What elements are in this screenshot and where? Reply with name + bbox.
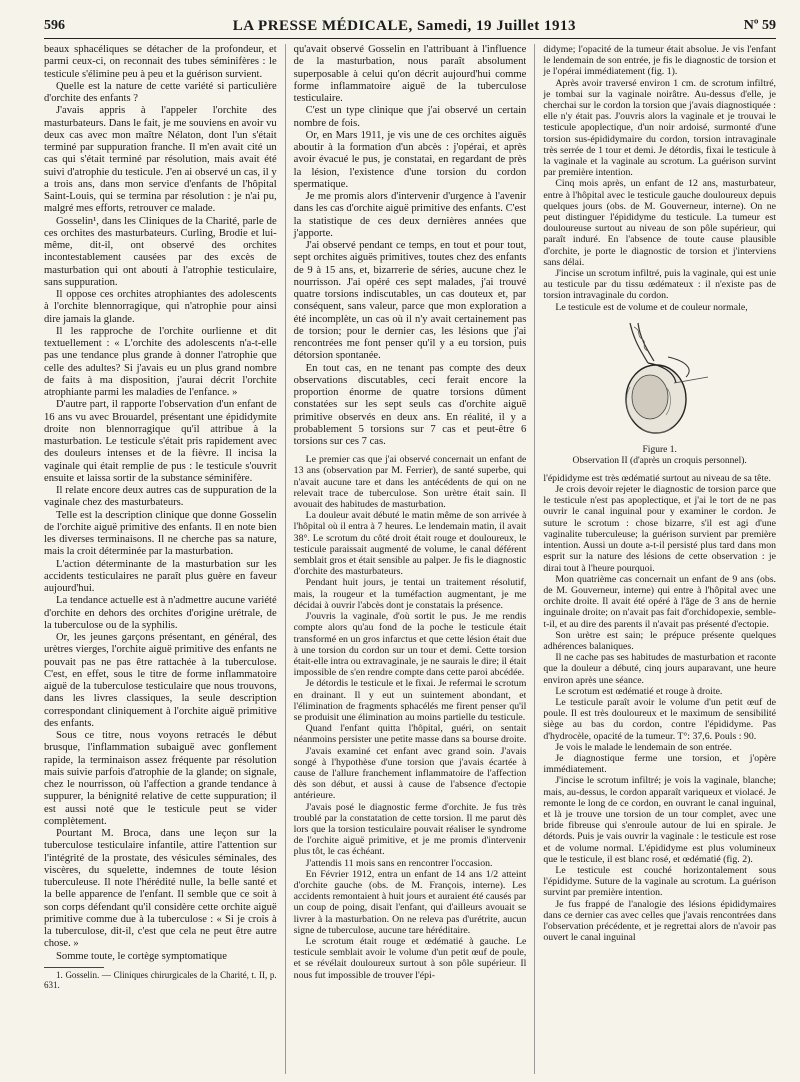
issue-number: Nº 59 xyxy=(743,18,776,33)
paragraph: J'ouvris la vaginale, d'où sortit le pus. Je me rendis compte alors qu'au fond de la poche le testicule était transformé en un gros infarctus et que cette lésion était due à une torsion du cordon sur un tour et demi. Cette torsion était-elle intra ou extravaginale, je ne saurais le dire; il était impossible de s'en rendre compte dans cette paroi abcédée. xyxy=(293,611,527,679)
paragraph: Je me promis alors d'intervenir d'urgence à l'avenir dans les cas d'orchite aiguë primitive des enfants. C'est la statistique de ces deux dernières années que j'apporte. xyxy=(293,191,527,239)
paragraph: Après avoir traversé environ 1 cm. de scrotum infiltré, je tombai sur la vaginale noirâtre. Au-dessus d'elle, je cherchai sur le cordon la torsion que j'avais diagnostiquée : elle n'y était pas. J'ouvris alors la vaginale et je trouvai le testicule apoplectique, d'un noir ardoisé, surmonté d'une torsion sus-épididymaire du cordon, torsion intravaginale très serrée de 1 tour et demi. Je détordis, fixai le testicule à la vaginale et la vaginale au scrotum. La guérison survint par première intention. xyxy=(543,77,777,179)
paragraph: l'épididyme est très œdématié surtout au niveau de sa tête. xyxy=(543,472,771,484)
journal-name: LA PRESSE MÉDICALE, xyxy=(232,17,413,34)
paragraph: Le testicule est couché horizontalement sous l'épididyme. Suture de la vaginale au scrotum. La guérison survint par première intention. xyxy=(543,864,777,899)
paragraph: Telle est la description clinique que donne Gosselin de l'orchite aiguë primitive des enfants. Il en note bien les diverses terminaisons. Il ne cherche pas sa nature, mais la croit déterminée par la masturbation. xyxy=(44,509,277,558)
paragraph: Il les rapproche de l'orchite ourlienne et dit textuellement : « L'orchite des adolescents n'a-t-elle pas une tendance plus grande à donner l'atrophie que celle des adultes? Si j'avais eu un plus grand nombre de faits à ma disposition, j'aurai décrit l'orchite atrophiante parmi les maladies de l'enfance. » xyxy=(44,325,277,398)
paragraph: Le scrotum est œdématié et rouge à droite. xyxy=(555,685,723,697)
column-1-body xyxy=(44,44,277,963)
paragraph: qu'avait observé Gosselin en l'attribuant à l'influence de la masturbation, nous paraît absolument superposable à celui qu'on décrit aujourd'hui comme forme inflammatoire aiguë de la tuberculose testiculaire. xyxy=(293,44,527,104)
paragraph: Le scrotum était rouge et œdématié à gauche. Le testicule semblait avoir le volume d'un petit œuf de poule, et se révélait douloureux surtout à son pôle supérieur. Il nous fut impossible de trouver l'épi- xyxy=(293,935,527,981)
paragraph: Cinq mois après, un enfant de 12 ans, masturbateur, entre à l'hôpital avec le testicule gauche douloureux depuis quelques jours (obs. de M. Gouverneur, interne). On ne peut distinguer l'épididyme du testicule. La tumeur est douloureuse surtout au niveau de son pôle supérieur, qui paraît induré. En l'absence de toute cause plausible d'orchite, je porte le diagnostic de torsion et j'interviens sans délai. xyxy=(543,178,777,268)
figure-1 xyxy=(543,317,776,467)
footnote-rule xyxy=(44,967,104,968)
paragraph: En tout cas, en ne tenant pas compte des deux observations discutables, ceci ferait encore la proportion énorme de quatre torsions dûment constatées sur les sept seuls cas d'orchite aiguë primitive observés en deux ans. En réalité, il y a probablement 5 torsions sur 7 cas et peut-être 6 torsions sur ces 7 cas. xyxy=(293,362,527,447)
paragraph: En Février 1912, entra un enfant de 14 ans 1/2 atteint d'orchite gauche (obs. de M. François, interne). Les accidents remontaient à huit jours et auraient été causés par un coup de poing, disait l'enfant, qui d'ailleurs avouait se livrer à la masturbation. On ne releva pas d'urétrite, aucun signe de tuberculose, aucune tare héréditaire. xyxy=(293,868,527,936)
page-number: 596 xyxy=(44,18,65,33)
paragraph: J'incise un scrotum infiltré, puis la vaginale, qui est unie au testicule par du tissu œdémateux : il n'existe pas de torsion intravaginale du cordon. xyxy=(543,268,777,302)
column-3 xyxy=(534,44,776,1074)
paragraph: D'autre part, il rapporte l'observation d'un enfant de 16 ans vu avec Brouardel, présentant une épididymite droite non blennorragique qu'il attribue à la masturbation. Le testicule s'était pris rapidement avec des douleurs intenses et de la fièvre. Il incisa la vaginale qui était remplie de pus : le testicule s'ouvrit ensuite et laissa sortir de la substance séminifère. xyxy=(44,399,277,484)
footnote: 1. Gosselin. — Cliniques chirurgicales de la Charité, t. II, p. 631. xyxy=(44,969,277,991)
column-2 xyxy=(285,44,527,1074)
paragraph: Le premier cas que j'ai observé concernait un enfant de 13 ans (observation par M. Ferrier), de santé superbe, qui n'avait aucune tare et dans les antécédents de qui on ne relevait trace de tuberculose. Son urètre était sain. Il avouait des habitudes de masturbation. xyxy=(293,454,527,511)
paragraph: Le testicule est de volume et de couleur normale, xyxy=(555,301,748,313)
journal-title xyxy=(233,18,576,35)
paragraph: J'attendis 11 mois sans en rencontrer l'occasion. xyxy=(305,857,493,869)
paragraph: La douleur avait débuté le matin même de son arrivée à l'hôpital où il entra à 7 heures. Le lendemain matin, il avait 38°. Le scrotum du côté droit était rouge et douloureux, le testicule paraissait augmenté de volume, le canal déférent semblait gros et était sensible au palper. Je fis le diagnostic d'orchite des masturbateurs. xyxy=(293,510,527,578)
paragraph: J'ai observé pendant ce temps, en tout et pour tout, sept orchites aiguës primitives, toutes chez des enfants de 9 à 15 ans, et, bizarrerie de séries, aucune chez le nourrisson. J'ai opéré ces sept malades, j'ai trouvé quatre torsions indiscutables, un cas douteux et, par conséquent, sans valeur, parce que mon exploration a été incomplète, un cas où il n'y avait certainement pas de torsion; pour le dernier cas, les lésions que j'ai rencontrées me font penser qu'il y a eu torsion, puis détorsion spontanée. xyxy=(293,240,527,362)
paragraph: Le testicule paraît avoir le volume d'un petit œuf de poule. Il est très douloureux et le maximum de sensibilité siège au bas du cordon, contre l'épididyme. Pas d'hydrocèle, opacité de la tumeur. T°: 37,6. Pouls : 90. xyxy=(543,696,777,742)
page-header xyxy=(44,14,776,39)
figure-caption: Observation II (d'après un croquis personnel). xyxy=(572,455,747,466)
paragraph: didyme; l'opacité de la tumeur était absolue. Je vis l'enfant le lendemain de son entrée, je fis le diagnostic de torsion et je l'opérai immédiatement (fig. 1). xyxy=(543,44,777,78)
paragraph: beaux sphacéliques se détacher de la profondeur, et parmi ceux-ci, on reconnait des tubes séminifères : le testicule s'élimine peu à peu et la guérison survient. xyxy=(44,44,277,80)
paragraph: C'est un type clinique que j'ai observé un certain nombre de fois. xyxy=(293,105,527,129)
testicle-sketch-illustration xyxy=(590,317,730,445)
paragraph: Mon quatrième cas concernait un enfant de 9 ans (obs. de M. Gouverneur, interne) qui entre à l'hôpital avec une orchite droite. Il avait été opéré à l'âge de 3 ans de hernie inguinale droite; on n'avait pas fait d'orchidopexie, semble-t-il, et au dire des parents il n'avait pas présenté d'ectopie. xyxy=(543,573,777,630)
issue-date: Samedi, 19 Juillet 1913 xyxy=(416,17,576,34)
paragraph: Sous ce titre, nous voyons retracés le début brusque, l'inflammation subaiguë avec gonflement rapide, la terminaison assez fréquente par résolution mais suivie parfois d'atrophie de la glande; on signale, chez le nourrisson, où l'affection a grande tendance à suppurer, la bénignité relative de cette suppuration; il est aussi noté que le testicule peut se vider complètement. xyxy=(44,730,277,827)
paragraph: Je fus frappé de l'analogie des lésions épididymaires dans ce dernier cas avec celles que j'avais rencontrées dans l'observation précédente, et je regrettai alors de n'avoir pas ouvert le canal inguinal xyxy=(543,898,777,944)
paragraph: Il ne cache pas ses habitudes de masturbation et raconte que la douleur a débuté, cinq jours auparavant, une heure environ après une séance. xyxy=(543,652,777,686)
paragraph: Pourtant M. Broca, dans une leçon sur la tuberculose testiculaire infantile, attire l'attention sur l'intégrité de la prostate, des vésicules séminales, des viscères, du squelette, indemnes de toute lésion tuberculeuse. Il note l'hérédité nulle, la belle santé et la belle apparence de l'enfant. Il semble que ce soit à son corps défendant qu'il considère cette orchite aiguë primitive comme due à la tuberculose : « Si je crois à la tuberculose, dit-il, c'est que cela ne peut être autre chose. » xyxy=(44,828,277,950)
paragraph: Or, les jeunes garçons présentant, en général, des urètres vierges, l'orchite aiguë primitive des enfants ne pouvait pas ne pas être rattachée à la tuberculose. C'est, en effet, sous le titre de forme inflammatoire aiguë de la tuberculose testiculaire que nous trouvons, dans les livres classiques, la seule description correspondant cliniquement à l'orchite aiguë primitive des enfants. xyxy=(44,632,277,729)
column-3-body-top xyxy=(543,44,776,313)
paragraph: J'incise le scrotum infiltré; je vois la vaginale, blanche; mais, au-dessus, le cordon apparaît variqueux et violacé. Je remonte le long de ce cordon, en ouvrant le canal inguinal, et là je trouve une torsion de un tour complet, avec une bride fibreuse qui s'enroule autour de lui en spirale. Je détords. Puis je vais ouvrir la vaginale : le testicule est rose et de volume normal. L'épididyme est plus volumineux que le testicule, il est blanc rosé, et œdématié (fig. 2). xyxy=(543,775,777,865)
column-1 xyxy=(44,44,277,1074)
paragraph: Pendant huit jours, je tentai un traitement résolutif, mais, la rougeur et la tuméfaction augmentant, je me décidai à ouvrir l'abcès dont je constatais la présence. xyxy=(293,577,527,611)
paragraph: Quelle est la nature de cette variété si particulière d'orchite des enfants ? xyxy=(44,80,277,104)
column-2-body xyxy=(294,44,527,981)
paragraph: Quand l'enfant quitta l'hôpital, guéri, on sentait néanmoins persister une petite masse dans sa bourse droite. xyxy=(293,723,527,746)
paragraph: Or, en Mars 1911, je vis une de ces orchites aiguës aboutir à la formation d'un abcès : j'opérai, et après avoir évacué le pus, je constatai, en regardant de près la lésion, l'existence d'une torsion du cordon spermatique. xyxy=(293,129,527,190)
paragraph: Je diagnostique ferme une torsion, et j'opère immédiatement. xyxy=(543,752,777,776)
paragraph: Je crois devoir rejeter le diagnostic de torsion parce que le testicule n'est pas apoplectique, et j'ai le tort de ne pas ouvrir le canal inguinal pour y examiner le cordon. Je suture le scrotum : chose bizarre, s'il est agi d'une vaginalite tuberculeuse; la guérison survient par première intention. Aussi un doute a-t-il persisté plus tard dans mon esprit sur la nature des lésions de cette observation : je dirai tout à l'heure pourquoi. xyxy=(543,484,777,574)
text-columns xyxy=(44,44,776,1074)
paragraph: Son urètre est sain; le prépuce présente quelques adhérences balaniques. xyxy=(543,629,777,652)
column-3-body-bottom xyxy=(543,473,776,944)
paragraph: J'avais examiné cet enfant avec grand soin. J'avais songé à l'hypothèse d'une torsion que j'avais écartée à cause de l'allure franchement inflammatoire de l'affection dès son début, et aussi à cause de l'absence d'ectopie antérieure. xyxy=(293,745,527,802)
paragraph: La tendance actuelle est à n'admettre aucune variété d'orchite en dehors des orchites d'origine urétrale, de la tuberculose ou de la syphilis. xyxy=(44,595,277,631)
paragraph: Il relate encore deux autres cas de suppuration de la vaginale chez des masturbateurs. xyxy=(44,485,277,509)
paragraph: J'avais posé le diagnostic ferme d'orchite. Je fus très troublé par la constatation de cette torsion. Il me parut dès lors que la torsion testiculaire pouvait réaliser le syndrome de l'orchite aiguë primitive, et je me promis d'intervenir plus tôt, le cas échéant. xyxy=(293,801,527,858)
paragraph: Je vois le malade le lendemain de son entrée. xyxy=(555,741,732,753)
paragraph: Gosselin¹, dans les Cliniques de la Charité, parle de ces orchites des masturbateurs. Curling, Brodie et lui-même, dit-il, ont observé des orchites incontestablement causées par des excès de masturbation qui ont abouti à l'atrophie testiculaire, sans suppuration. xyxy=(44,215,277,288)
paragraph: L'action déterminante de la masturbation sur les accidents testiculaires ne paraît plus guère en faveur aujourd'hui. xyxy=(44,558,277,594)
paragraph: J'avais appris à l'appeler l'orchite des masturbateurs. Dans le fait, je me souviens en avoir vu deux cas avec mon maître Nélaton, dont l'un s'était terminé par suppuration franche. Il m'en avait cité un cas qui s'était terminé par résolution, mais avait été suivi d'atrophie du testicule. J'en ai observé un cas, il y a trois ans, dans mon service d'enfants de l'hôpital Saint-Louis, qui se termina par résolution : je n'ai pu, malgré mes efforts, retrouver ce malade. xyxy=(44,105,277,215)
paragraph: Il oppose ces orchites atrophiantes des adolescents à l'orchite blennorragique, qui n'atrophie pour ainsi dire jamais la glande. xyxy=(44,289,277,325)
paragraph: Je détordis le testicule et le fixai. Je refermai le scrotum en drainant. Il y eut un suintement abondant, et l'élimination de fragments sphacélés me firent penser qu'il se produisit une élimination au moins partielle du testicule. xyxy=(293,678,527,723)
paragraph: Somme toute, le cortège symptomatique xyxy=(56,950,227,962)
figure-title: Figure 1. xyxy=(642,444,677,455)
